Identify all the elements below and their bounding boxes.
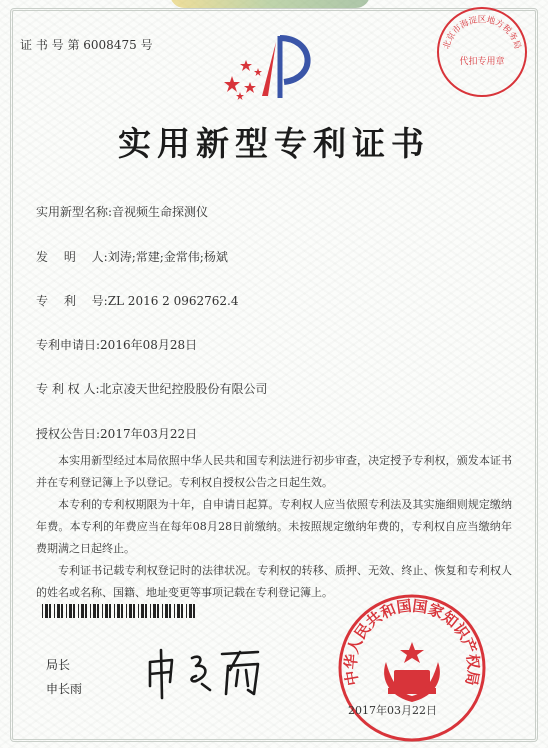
small-seal-text: 北京市海淀区地方税务局 bbox=[441, 15, 523, 51]
field-patentee bbox=[36, 380, 268, 397]
patent-number-label: 专 利 号: bbox=[36, 294, 108, 308]
barcode-bar bbox=[126, 604, 127, 618]
certificate-number-label: 证 书 号 第 bbox=[20, 38, 80, 52]
handwritten-signature-icon bbox=[140, 640, 270, 700]
body-paragraph-3: 专利证书记载专利权登记时的法律状况。专利权的转移、质押、无效、终止、恢复和专利权人的姓名或名称、国籍、地址变更等事项记载在专利登记簿上。 bbox=[36, 564, 512, 599]
certificate-number bbox=[20, 36, 153, 53]
barcode-bar bbox=[78, 604, 79, 618]
barcode-bar bbox=[189, 604, 192, 618]
barcode-bar bbox=[105, 604, 108, 618]
barcode-bar bbox=[93, 604, 96, 618]
grant-date-label: 授权公告日: bbox=[36, 427, 101, 441]
field-utility-name bbox=[36, 203, 208, 220]
field-inventors bbox=[36, 248, 228, 265]
barcode-bar bbox=[85, 604, 87, 618]
barcode-bar bbox=[150, 604, 151, 618]
barcode-bar bbox=[177, 604, 180, 618]
barcode-bar bbox=[117, 604, 120, 618]
inventors-label: 发 明 人: bbox=[36, 250, 108, 264]
issue-date: 2017年03月22日 bbox=[348, 704, 437, 717]
barcode-bar bbox=[109, 604, 111, 618]
barcode-bar bbox=[42, 604, 43, 618]
barcode-bar bbox=[181, 604, 183, 618]
certificate-body bbox=[36, 450, 512, 604]
barcode-bar bbox=[102, 604, 103, 618]
field-filing-date bbox=[36, 336, 197, 353]
sipo-patent-logo-icon bbox=[218, 30, 330, 106]
barcode-bar bbox=[90, 604, 91, 618]
barcode-bar bbox=[73, 604, 75, 618]
barcode-bar bbox=[97, 604, 99, 618]
patentee-label: 专 利 权 人: bbox=[36, 382, 100, 396]
grant-date-value: 2017年03月22日 bbox=[100, 427, 198, 441]
barcode-icon bbox=[42, 604, 198, 618]
small-seal-center-text: 代扣专用章 bbox=[459, 57, 505, 67]
barcode-bar bbox=[169, 604, 171, 618]
barcode-bar bbox=[114, 604, 115, 618]
big-seal-text: 中华人民共和国国家知识产权局 bbox=[341, 596, 483, 687]
national-emblem-icon bbox=[384, 642, 440, 702]
barcode-bar bbox=[49, 604, 51, 618]
barcode-bar bbox=[69, 604, 72, 618]
barcode-bar bbox=[165, 604, 168, 618]
barcode-bar bbox=[193, 604, 195, 618]
certificate-title: 实用新型专利证书 bbox=[118, 124, 430, 163]
patentee-value: 北京凌天世纪控股股份有限公司 bbox=[99, 382, 268, 396]
barcode-bar bbox=[186, 604, 187, 618]
barcode-bar bbox=[54, 604, 55, 618]
body-paragraph-2: 本专利的专利权期限为十年，自申请日起算。专利权人应当依照专利法及其实施细则规定缴纳年费。本专利的年费应当在每年08月28日前缴纳。未按照规定缴纳年费的，专利权自应当缴纳年费期满之日起终止。 bbox=[36, 498, 512, 555]
patent-number-value: ZL 2016 2 0962762.4 bbox=[107, 294, 239, 308]
barcode-bar bbox=[121, 604, 123, 618]
certificate-number-suffix: 号 bbox=[140, 38, 153, 52]
barcode-bar bbox=[162, 604, 163, 618]
field-grant-date bbox=[36, 425, 197, 442]
director-title: 局长 bbox=[46, 658, 71, 672]
barcode-bar bbox=[81, 604, 84, 618]
sipo-national-seal bbox=[336, 592, 488, 744]
utility-name-value: 音视频生命探测仪 bbox=[112, 205, 209, 219]
top-emblem-remnant bbox=[170, 0, 370, 8]
barcode-bar bbox=[61, 604, 63, 618]
barcode-bar bbox=[129, 604, 132, 618]
filing-date-value: 2016年08月28日 bbox=[100, 338, 198, 352]
barcode-bar bbox=[133, 604, 135, 618]
barcode-bar bbox=[145, 604, 147, 618]
barcode-bar bbox=[138, 604, 139, 618]
field-patent-number bbox=[36, 292, 239, 309]
barcode-bar bbox=[157, 604, 159, 618]
body-paragraph-1: 本实用新型经过本局依照中华人民共和国专利法进行初步审查，决定授予专利权，颁发本证书并在专利登记簿上予以登记。专利权自授权公告之日起生效。 bbox=[36, 454, 512, 489]
utility-name-label: 实用新型名称: bbox=[36, 205, 113, 219]
barcode-bar bbox=[153, 604, 156, 618]
filing-date-label: 专利申请日: bbox=[36, 338, 101, 352]
barcode-bar bbox=[141, 604, 144, 618]
barcode-bar bbox=[174, 604, 175, 618]
barcode-bar bbox=[66, 604, 67, 618]
barcode-bar bbox=[57, 604, 60, 618]
barcode-bar bbox=[45, 604, 48, 618]
certificate-number-value: 6008475 bbox=[83, 38, 137, 52]
inventors-value: 刘涛;常建;金常伟;杨斌 bbox=[107, 250, 228, 264]
tax-bureau-seal bbox=[434, 4, 530, 100]
director-name: 申长雨 bbox=[46, 682, 83, 696]
